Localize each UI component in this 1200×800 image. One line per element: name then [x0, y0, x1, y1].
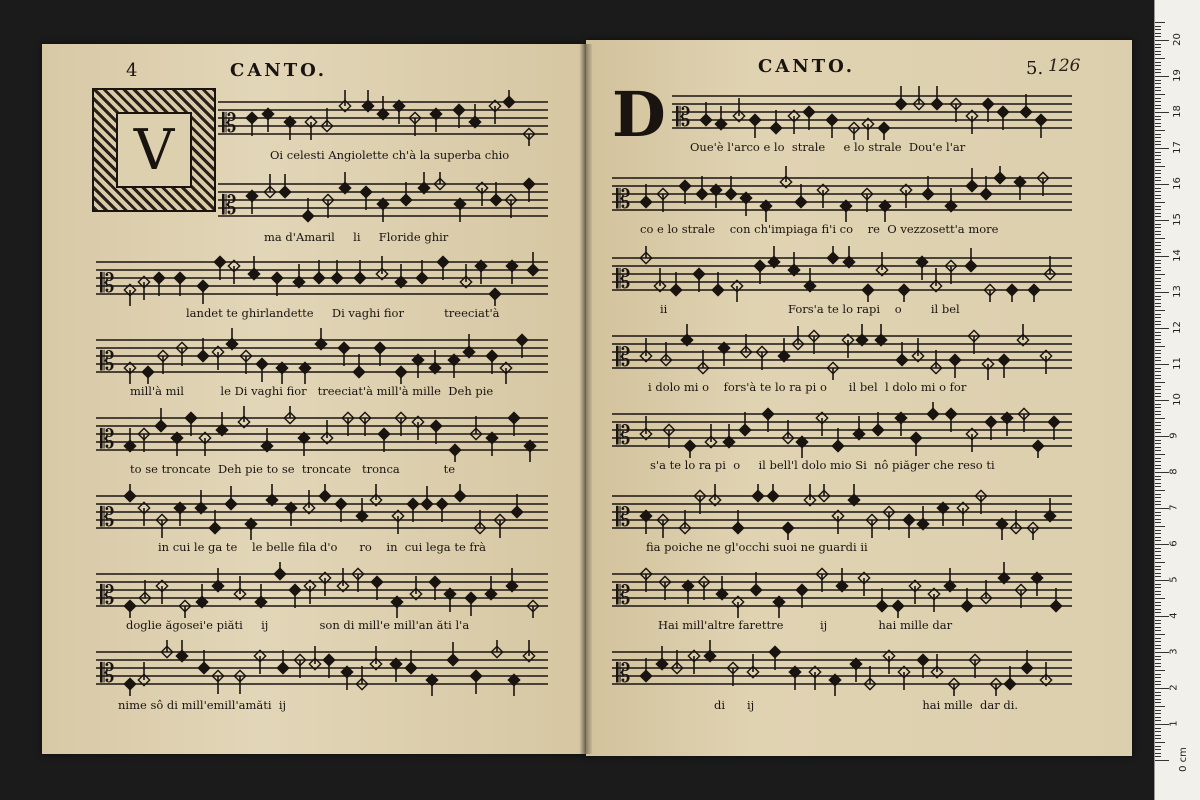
ruler-tick [1155, 573, 1161, 574]
ruler-tick [1155, 422, 1161, 423]
ruler-tick [1155, 717, 1161, 718]
ruler-tick [1155, 47, 1161, 48]
ruler-tick [1155, 404, 1161, 405]
music-staff [612, 484, 1072, 540]
ruler-tick [1155, 566, 1161, 567]
music-staff [612, 166, 1072, 222]
clef-symbol: 𝄡 [222, 191, 237, 221]
music-staff [96, 406, 548, 462]
ruler-tick [1155, 526, 1165, 527]
ruler-tick [1155, 324, 1161, 325]
ruler-tick [1155, 220, 1169, 221]
ruler-tick [1155, 620, 1161, 621]
ruler-tick [1155, 432, 1161, 433]
left-lyric-line: Oi celesti Angiolette ch'à la superba chio [270, 148, 510, 162]
ruler-tick [1155, 713, 1161, 714]
ruler-tick [1155, 681, 1161, 682]
right-lyric-line: fia poiche ne gl'occhi suoi ne guardi ii [646, 540, 868, 554]
ruler-tick [1155, 195, 1161, 196]
ruler-tick [1155, 623, 1161, 624]
ruler-tick [1155, 267, 1161, 268]
ruler-tick [1155, 144, 1161, 145]
ruler-tick [1155, 353, 1161, 354]
ruler-tick [1155, 260, 1161, 261]
left-lyric-line: to se troncate Deh pie to se troncate tronca te [130, 462, 456, 476]
ruler-tick [1155, 472, 1169, 473]
clef-symbol: 𝄡 [100, 581, 115, 611]
ruler-tick [1155, 753, 1161, 754]
ruler-number: 13 [1171, 285, 1183, 298]
clef-symbol: 𝄡 [222, 109, 237, 139]
ruler-tick [1155, 483, 1161, 484]
ruler-tick [1155, 72, 1161, 73]
ruler-tick [1155, 440, 1161, 441]
ruler-number: 10 [1171, 393, 1183, 406]
ruler-tick [1155, 299, 1161, 300]
right-page-number: 5. [1026, 58, 1044, 79]
ruler-tick [1155, 602, 1161, 603]
ruler-tick [1155, 749, 1161, 750]
ruler-tick [1155, 447, 1161, 448]
ruler-tick [1155, 418, 1165, 419]
left-lyric-line: mill'à mil le Di vaghi fior treeciat'à mill'à mille Deh pie [130, 384, 494, 398]
music-staff [612, 402, 1072, 458]
ruler-number: 12 [1171, 321, 1183, 334]
ruler-tick [1155, 256, 1169, 257]
ruler-tick [1155, 562, 1165, 563]
ruler-tick [1155, 148, 1169, 149]
book-gutter [580, 44, 592, 754]
ruler-tick [1155, 44, 1161, 45]
ruler-tick [1155, 551, 1161, 552]
ruler-tick [1155, 479, 1161, 480]
ruler-tick [1155, 670, 1165, 671]
music-staff [96, 562, 548, 618]
ruler-tick [1155, 216, 1161, 217]
ruler-tick [1155, 202, 1165, 203]
ruler-tick [1155, 378, 1161, 379]
ruler-tick [1155, 123, 1161, 124]
ruler-tick [1155, 364, 1169, 365]
measurement-ruler [1154, 0, 1200, 800]
ruler-tick [1155, 688, 1169, 689]
music-staff [218, 172, 548, 228]
ruler-number: 1 [1168, 720, 1180, 727]
ruler-tick [1155, 494, 1161, 495]
ruler-tick [1155, 227, 1161, 228]
ruler-number: 14 [1171, 249, 1183, 262]
ruler-tick [1155, 652, 1169, 653]
music-staff [96, 640, 548, 696]
ruler-tick [1155, 116, 1161, 117]
ruler-tick [1155, 587, 1161, 588]
ruler-tick [1155, 119, 1161, 120]
ruler-tick [1155, 436, 1169, 437]
ruler-tick [1155, 634, 1165, 635]
ruler-tick [1155, 476, 1161, 477]
right-lyric-line: di ij hai mille dar di. [714, 698, 1019, 712]
right-lyric-line: ii Fors'a te lo rapi o il bel [660, 302, 960, 316]
ruler-tick [1155, 321, 1161, 322]
ruler-tick [1155, 36, 1161, 37]
ruler-tick [1155, 659, 1161, 660]
left-lyric-line: landet te ghirlandette Di vaghi fior treeciat'à [186, 306, 500, 320]
ruler-tick [1155, 26, 1161, 27]
ruler-tick [1155, 40, 1169, 41]
ruler-tick [1155, 339, 1161, 340]
left-lyric-line: doglie ăgosei'e piăti ij son di mill'e mill'an ăti l'a [126, 618, 470, 632]
ruler-tick [1155, 674, 1161, 675]
ruler-tick [1155, 130, 1165, 131]
ruler-tick [1155, 486, 1161, 487]
left-lyric-line: in cui le ga te le belle fila d'o ro in cui lega te frà [158, 540, 487, 554]
ruler-tick [1155, 101, 1161, 102]
ruler-tick [1155, 710, 1161, 711]
ruler-tick [1155, 580, 1169, 581]
ruler-tick [1155, 522, 1161, 523]
music-staff [96, 250, 548, 306]
ruler-tick [1155, 648, 1161, 649]
left-page-number: 4 [126, 60, 138, 81]
ruler-tick [1155, 540, 1161, 541]
right-lyric-line: Hai mill'altre farettre ij hai mille dar [658, 618, 953, 632]
ruler-tick [1155, 746, 1161, 747]
ruler-tick [1155, 76, 1169, 77]
ruler-tick [1155, 65, 1161, 66]
ruler-tick [1155, 382, 1165, 383]
ruler-number: 0 cm [1177, 747, 1189, 772]
ruler-number: 4 [1168, 612, 1180, 619]
ruler-tick [1155, 756, 1161, 757]
ruler-tick [1155, 569, 1161, 570]
ruler-tick [1155, 141, 1161, 142]
ruler-tick [1155, 609, 1161, 610]
ruler-tick [1155, 735, 1161, 736]
ruler-number: 17 [1171, 141, 1183, 154]
clef-symbol: 𝄡 [100, 659, 115, 689]
ruler-tick [1155, 105, 1161, 106]
ruler-number: 9 [1168, 432, 1180, 439]
ruler-tick [1155, 638, 1161, 639]
ruler-number: 19 [1171, 69, 1183, 82]
ruler-tick [1155, 152, 1161, 153]
ruler-tick [1155, 728, 1161, 729]
ruler-tick [1155, 695, 1161, 696]
ruler-tick [1155, 497, 1161, 498]
ruler-tick [1155, 760, 1169, 761]
ruler-tick [1155, 108, 1161, 109]
ruler-tick [1155, 656, 1161, 657]
decorated-initial-v [92, 88, 216, 212]
ruler-tick [1155, 303, 1161, 304]
ruler-tick [1155, 238, 1165, 239]
ruler-tick [1155, 731, 1161, 732]
ruler-tick [1155, 22, 1165, 23]
music-staff [672, 84, 1072, 140]
ruler-number: 20 [1171, 33, 1183, 46]
ruler-tick [1155, 443, 1161, 444]
ruler-tick [1155, 213, 1161, 214]
ruler-number: 16 [1171, 177, 1183, 190]
ruler-tick [1155, 332, 1161, 333]
ruler-tick [1155, 278, 1161, 279]
music-staff [96, 484, 548, 540]
ruler-number: 8 [1168, 468, 1180, 475]
ruler-tick [1155, 166, 1165, 167]
ruler-tick [1155, 224, 1161, 225]
ruler-tick [1155, 98, 1161, 99]
ruler-tick [1155, 720, 1161, 721]
ruler-tick [1155, 342, 1161, 343]
ruler-tick [1155, 198, 1161, 199]
ruler-tick [1155, 450, 1161, 451]
ruler-tick [1155, 548, 1161, 549]
ruler-tick [1155, 249, 1161, 250]
ruler-number: 6 [1168, 540, 1180, 547]
ruler-number: 2 [1168, 684, 1180, 691]
music-staff [612, 246, 1072, 302]
ruler-tick [1155, 544, 1169, 545]
ruler-number: 18 [1171, 105, 1183, 118]
music-staff [218, 90, 548, 146]
clef-symbol: 𝄡 [616, 503, 631, 533]
ruler-tick [1155, 612, 1161, 613]
ruler-tick [1155, 94, 1165, 95]
ruler-tick [1155, 576, 1161, 577]
ruler-tick [1155, 414, 1161, 415]
ruler-tick [1155, 393, 1161, 394]
ruler-tick [1155, 594, 1161, 595]
ruler-tick [1155, 155, 1161, 156]
ruler-tick [1155, 530, 1161, 531]
ruler-tick [1155, 666, 1161, 667]
ruler-tick [1155, 162, 1161, 163]
ruler-tick [1155, 742, 1165, 743]
ruler-tick [1155, 310, 1165, 311]
left-lyric-line: ma d'Amaril li Floride ghir [264, 230, 449, 244]
ruler-tick [1155, 288, 1161, 289]
ruler-tick [1155, 234, 1161, 235]
ruler-number: 11 [1171, 357, 1183, 370]
left-lyric-line: nime sô di mill'emill'amăti ij [118, 698, 287, 712]
ruler-tick [1155, 584, 1161, 585]
initial-letter: V [116, 112, 192, 188]
right-lyric-line: i dolo mi o fors'à te lo ra pi o il bel l dolo mi o for [648, 380, 967, 394]
left-page-header: CANTO. [230, 60, 328, 81]
ruler-tick [1155, 292, 1169, 293]
ruler-tick [1155, 54, 1161, 55]
ruler-tick [1155, 80, 1161, 81]
ruler-tick [1155, 501, 1161, 502]
ruler-tick [1155, 508, 1169, 509]
ruler-tick [1155, 306, 1161, 307]
ruler-number: 3 [1168, 648, 1180, 655]
ruler-tick [1155, 314, 1161, 315]
ruler-tick [1155, 90, 1161, 91]
right-lyric-line: s'a te lo ra pi o il bell'l dolo mio Si nô piăger che reso ti [650, 458, 995, 472]
ruler-number: 7 [1168, 504, 1180, 511]
clef-symbol: 𝄡 [616, 185, 631, 215]
ruler-tick [1155, 242, 1161, 243]
ruler-tick [1155, 191, 1161, 192]
ruler-tick [1155, 83, 1161, 84]
ruler-tick [1155, 515, 1161, 516]
ruler-tick [1155, 263, 1161, 264]
ruler-tick [1155, 389, 1161, 390]
ruler-tick [1155, 699, 1161, 700]
clef-symbol: 𝄡 [100, 425, 115, 455]
ruler-tick [1155, 296, 1161, 297]
ruler-tick [1155, 738, 1161, 739]
ruler-tick [1155, 58, 1165, 59]
ruler-tick [1155, 454, 1165, 455]
ruler-tick [1155, 706, 1165, 707]
ruler-tick [1155, 375, 1161, 376]
clef-symbol: 𝄡 [100, 347, 115, 377]
ruler-tick [1155, 630, 1161, 631]
ruler-tick [1155, 270, 1161, 271]
ruler-tick [1155, 112, 1169, 113]
ruler-tick [1155, 537, 1161, 538]
music-staff [612, 324, 1072, 380]
ruler-tick [1155, 33, 1161, 34]
ruler-tick [1155, 328, 1169, 329]
ruler-tick [1155, 425, 1161, 426]
clef-symbol: 𝄡 [616, 421, 631, 451]
ruler-tick [1155, 252, 1161, 253]
ruler-tick [1155, 461, 1161, 462]
ruler-tick [1155, 512, 1161, 513]
ruler-tick [1155, 411, 1161, 412]
ruler-tick [1155, 692, 1161, 693]
ruler-tick [1155, 335, 1161, 336]
right-page-header: CANTO. [758, 56, 856, 77]
ruler-tick [1155, 458, 1161, 459]
ruler-tick [1155, 177, 1161, 178]
handwritten-folio-number: 126 [1048, 56, 1081, 76]
ruler-tick [1155, 62, 1161, 63]
ruler-tick [1155, 465, 1161, 466]
clef-symbol: 𝄡 [616, 343, 631, 373]
ruler-tick [1155, 386, 1161, 387]
ruler-tick [1155, 357, 1161, 358]
ruler-tick [1155, 188, 1161, 189]
ruler-tick [1155, 360, 1161, 361]
ruler-tick [1155, 677, 1161, 678]
ruler-tick [1155, 137, 1161, 138]
ruler-tick [1155, 468, 1161, 469]
ruler-tick [1155, 645, 1161, 646]
ruler-tick [1155, 598, 1165, 599]
ruler-tick [1155, 281, 1161, 282]
ruler-tick [1155, 504, 1161, 505]
ruler-tick [1155, 702, 1161, 703]
ruler-tick [1155, 134, 1161, 135]
ruler-tick [1155, 346, 1165, 347]
ruler-tick [1155, 533, 1161, 534]
ruler-tick [1155, 159, 1161, 160]
ruler-number: 5 [1168, 576, 1180, 583]
right-lyric-line: Oue'è l'arco e lo strale e lo strale Dou'e l'ar [690, 140, 966, 154]
ruler-tick [1155, 285, 1161, 286]
clef-symbol: 𝄡 [100, 269, 115, 299]
ruler-tick [1155, 51, 1161, 52]
ruler-number: 15 [1171, 213, 1183, 226]
ruler-tick [1155, 368, 1161, 369]
ruler-tick [1155, 371, 1161, 372]
ruler-tick [1155, 170, 1161, 171]
clef-symbol: 𝄡 [616, 581, 631, 611]
ruler-tick [1155, 180, 1161, 181]
ruler-tick [1155, 29, 1161, 30]
ruler-tick [1155, 558, 1161, 559]
ruler-tick [1155, 173, 1161, 174]
ruler-tick [1155, 724, 1169, 725]
ruler-tick [1155, 184, 1169, 185]
clef-symbol: 𝄡 [616, 265, 631, 295]
ruler-tick [1155, 317, 1161, 318]
ruler-tick [1155, 605, 1161, 606]
clef-symbol: 𝄡 [676, 103, 691, 133]
ruler-tick [1155, 627, 1161, 628]
ruler-tick [1155, 555, 1161, 556]
music-staff [96, 328, 548, 384]
music-staff [612, 640, 1072, 696]
ruler-tick [1155, 87, 1161, 88]
initial-letter-d: D [612, 78, 666, 151]
ruler-tick [1155, 684, 1161, 685]
ruler-tick [1155, 350, 1161, 351]
ruler-tick [1155, 396, 1161, 397]
ruler-tick [1155, 663, 1161, 664]
ruler-tick [1155, 519, 1161, 520]
ruler-tick [1155, 209, 1161, 210]
ruler-tick [1155, 490, 1165, 491]
ruler-tick [1155, 126, 1161, 127]
ruler-tick [1155, 407, 1161, 408]
ruler-tick [1155, 245, 1161, 246]
ruler-tick [1155, 231, 1161, 232]
ruler-tick [1155, 616, 1169, 617]
ruler-tick [1155, 641, 1161, 642]
clef-symbol: 𝄡 [100, 503, 115, 533]
ruler-tick [1155, 69, 1161, 70]
ruler-tick [1155, 274, 1165, 275]
ruler-tick [1155, 206, 1161, 207]
ruler-tick [1155, 591, 1161, 592]
ruler-tick [1155, 400, 1169, 401]
ruler-tick [1155, 429, 1161, 430]
music-staff [612, 562, 1072, 618]
right-lyric-line: co e lo strale con ch'impiaga fi'i co re O vezzosett'a more [640, 222, 999, 236]
clef-symbol: 𝄡 [616, 659, 631, 689]
